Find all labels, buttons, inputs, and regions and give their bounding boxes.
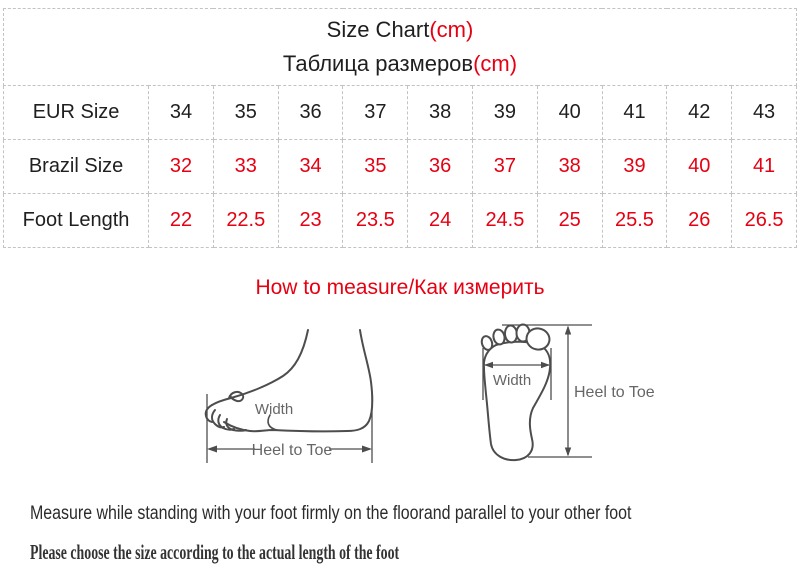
table-cell: 26	[667, 194, 732, 248]
table-cell: 39	[473, 86, 538, 140]
table-cell: 42	[667, 86, 732, 140]
title-en	[4, 13, 796, 47]
size-choice-note: Please choose the size according to the actual length of the foot	[30, 540, 400, 564]
foot-side-view-diagram	[195, 318, 395, 468]
table-cell: 36	[278, 86, 343, 140]
footprint-outline-icon	[480, 325, 551, 461]
measure-instruction-note: Measure while standing with your foot firmly on the floorand parallel to your other foot	[30, 503, 632, 524]
how-to-measure-heading: How to measure/Как измерить	[255, 276, 545, 299]
table-cell: 37	[343, 86, 408, 140]
table-row-brazil-size	[4, 140, 797, 194]
table-cell: 36	[408, 140, 473, 194]
table-cell: 25.5	[602, 194, 667, 248]
top-heel-to-toe-label: Heel to Toe	[574, 384, 655, 401]
row-label: EUR Size	[4, 86, 149, 140]
side-heel-to-toe-label: Heel to Toe	[251, 442, 333, 459]
table-cell: 32	[149, 140, 214, 194]
table-cell: 33	[213, 140, 278, 194]
table-cell: 22.5	[213, 194, 278, 248]
table-cell: 35	[213, 86, 278, 140]
top-width-label: Width	[492, 372, 532, 389]
table-cell: 39	[602, 140, 667, 194]
title-en-unit: (cm)	[429, 17, 474, 42]
table-title-row	[4, 9, 797, 86]
table-cell: 24.5	[473, 194, 538, 248]
table-row-foot-length	[4, 194, 797, 248]
table-title-cell	[4, 9, 797, 86]
row-label: Brazil Size	[4, 140, 149, 194]
size-chart-table	[3, 8, 797, 248]
title-ru-unit: (cm)	[473, 51, 518, 76]
title-en-text: Size Chart	[326, 17, 430, 42]
table-cell: 38	[537, 140, 602, 194]
table-cell: 22	[149, 194, 214, 248]
table-cell: 41	[732, 140, 797, 194]
table-cell: 38	[408, 86, 473, 140]
table-cell: 35	[343, 140, 408, 194]
table-cell: 24	[408, 194, 473, 248]
title-ru-text: Таблица размеров	[282, 51, 474, 76]
side-width-label: Width	[254, 401, 294, 418]
table-cell: 34	[278, 140, 343, 194]
table-cell: 43	[732, 86, 797, 140]
table-cell: 26.5	[732, 194, 797, 248]
table-cell: 37	[473, 140, 538, 194]
table-cell: 25	[537, 194, 602, 248]
row-label: Foot Length	[4, 194, 149, 248]
title-ru	[4, 47, 796, 81]
foot-top-view-diagram	[460, 318, 660, 468]
table-cell: 41	[602, 86, 667, 140]
table-cell: 40	[667, 140, 732, 194]
table-cell: 40	[537, 86, 602, 140]
table-cell: 23	[278, 194, 343, 248]
table-cell: 34	[149, 86, 214, 140]
table-cell: 23.5	[343, 194, 408, 248]
table-row-eur-size	[4, 86, 797, 140]
